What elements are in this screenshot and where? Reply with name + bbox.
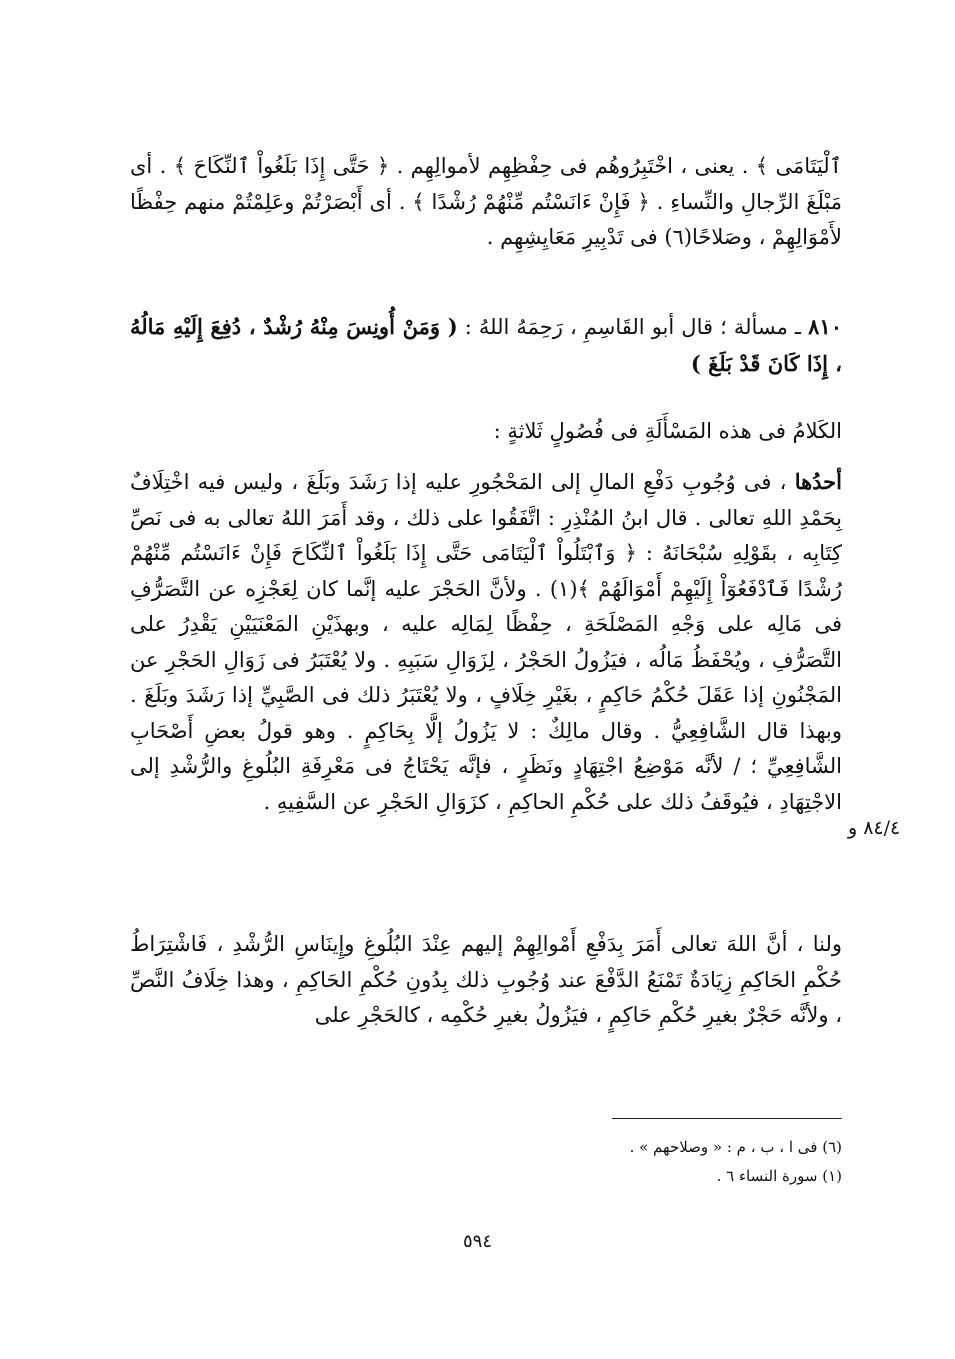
page-number: ٥٩٤ [462, 1231, 492, 1252]
section-heading: أحدُها [794, 469, 842, 494]
footnote: (٦) فى ا ، ب ، م : « وصلاحهم » . [629, 1138, 842, 1156]
manuscript-folio-note: ٨٤/٤ و [848, 817, 901, 839]
footnote: (١) سورة النساء ٦ . [716, 1167, 842, 1185]
masala-number: ٨١٠ [808, 314, 842, 339]
argument-text: ولنا ، أنَّ اللهَ تعالى أَمَرَ بِدَفْعِ أَمْوالِهِمْ إليهم عِنْدَ البُلُوغِ وإِينَاسِ الرُّشْدِ ، فَاشْتِرَاطُ حُكْمِ الحَاكِمِ زِيَادَةٌ تَمْنَعُ الدَّفْعَ عند وُجُوبِ ذلك بِدُونِ حُكْمِ الحَاكِمِ ، وهذا خِلَافُ النَّصِّ ، ولأنَّه حَجْرٌ بغيرِ حُكْمِ حَاكِمٍ ، فيَزُولُ بغيرِ حُكْمِه ، كالحَجْرِ على [130, 932, 842, 1027]
paragraph-quran-commentary [130, 128, 842, 277]
paragraph-first-section [130, 443, 842, 841]
footnotes [130, 1133, 842, 1191]
masala-intro: ـ مسألة ؛ قال أبو القَاسِمِ ، رَحِمَهُ اللهُ : [464, 315, 802, 339]
masala-quote: ( وَمَنْ أُونِسَ مِنْهُ رُشْدٌ ، دُفِعَ إِلَيْهِ مَالُهُ ، إِذَا كَانَ قَدْ بَلَغَ ) [130, 314, 842, 376]
paragraph-argument [130, 906, 842, 1055]
paragraph-text: ٱلْيَتَامَى ﴾ . يعنى ، اخْتَبِرُوهُم فى حِفْظِهِم لأموالِهِم . ﴿ حَتَّى إِذَا بَلَغُواْ ٱلنِّكَاحَ ﴾ . أى مَبْلَغَ الرِّجالِ والنِّساءِ . ﴿ فَإِنْ ءَانَسْتُم مِّنْهُمْ رُشْدًا ﴾ . أى أَبْصَرْتُمْ وعَلِمْتُمْ منهم حِفْظًا لأَمْوَالِهِمْ ، وصَلاحًا(٦) فى تَدْبِيرِ مَعَايِشِهِم . [130, 154, 842, 249]
footnote-divider [612, 1118, 842, 1119]
masala-heading [130, 288, 842, 403]
intro-text: الكَلامُ فى هذه المَسْأَلَةِ فى فُصُولٍ ثَلاثةٍ : [493, 419, 842, 443]
section-text: ، فى وُجُوبِ دَفْعِ المالِ إلى المَحْجُورِ عليه إذا رَشَدَ وبَلَغَ ، وليس فيه اخْتِلَافٌ بِحَمْدِ اللهِ تعالى . قال ابنُ المُنْذِرِ : اتَّفَقُوا على ذلك ، وقد أَمَرَ اللهُ تعالى به فى نَصِّ كِتَابِه ، بقَوْلِهِ سُبْحَانَهُ : ﴿ وَٱبْتَلُواْ ٱلْيَتَامَى حَتَّى إِذَا بَلَغُواْ ٱلنِّكَاحَ فَإِنْ ءَانَسْتُم مِّنْهُمْ رُشْدًا فَٱدْفَعُوٓاْ إِلَيْهِمْ أَمْوَالَهُمْ ﴾(١) . ولأنَّ الحَجْرَ عليه إنَّما كان لِعَجْزِه عن التَّصَرُّفِ فى مَالِه على وَجْهِ المَصْلَحَةِ ، حِفْظًا لِمَالِه عليه ، وبهذَيْنِ المَعْنَيَيْنِ يَقْدِرُ على التَّصَرُّفِ ، ويُحْفَظُ مَالُه ، فيَزُولُ الحَجْرُ ، لِزَوَالِ سَبَبِهِ . ولا يُعْتَبَرُ فى زَوَالِ الحَجْرِ عن المَجْنُونِ إذا عَقَلَ حُكْمُ حَاكِمٍ ، بغَيْرِ خِلَافٍ ، ولا يُعْتَبَرُ ذلك فى الصَّبِيِّ إذا رَشَدَ وبَلَغَ . وبهذا قال الشَّافِعِيُّ . وقال مالِكٌ : لا يَزُولُ إلَّا بِحَاكِمٍ . وهو قولُ بعضِ أَصْحَابِ الشَّافِعِيِّ ؛ / لأنَّه مَوْضِعُ اجْتِهَادٍ ونَظَرٍ ، فإنَّه يَحْتَاجُ فى مَعْرِفَةِ البُلُوغِ والرُّشْدِ إلى الاجْتِهَادِ ، فيُوقَفُ ذلك على حُكْمِ الحاكِمِ ، كزَوَالِ الحَجْرِ عن السَّفِيهِ . [130, 470, 842, 814]
